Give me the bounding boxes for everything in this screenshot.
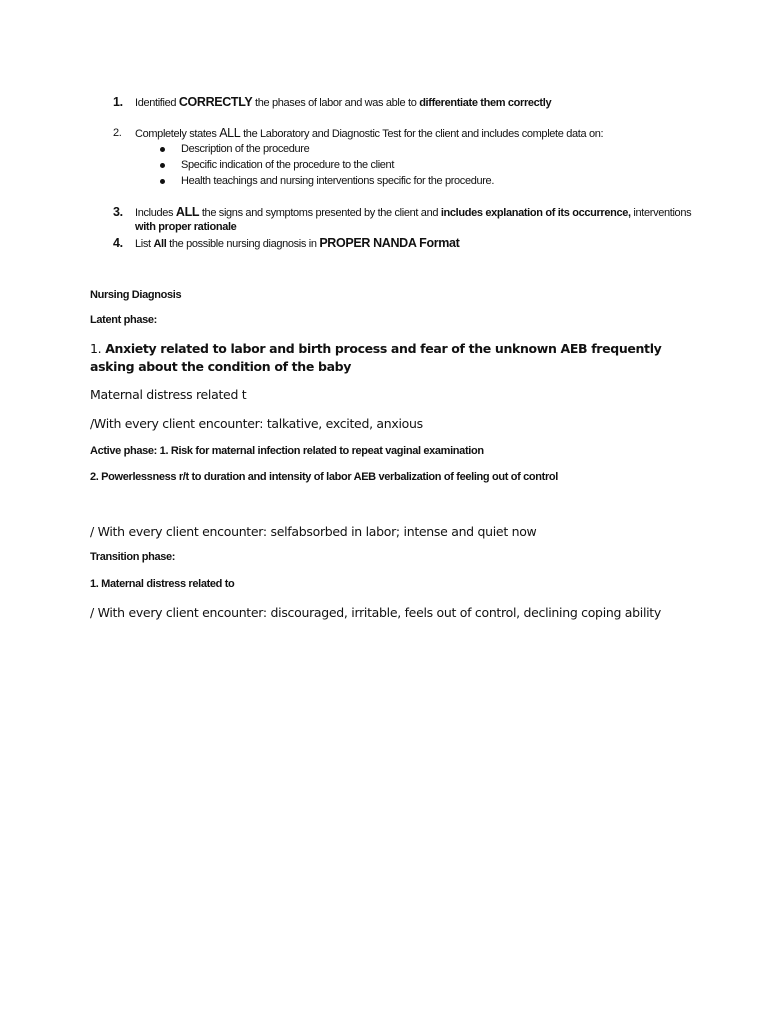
bullet-icon bbox=[160, 163, 165, 168]
criterion-3-text-c: interventions bbox=[630, 207, 692, 219]
criterion-4-number: 4. bbox=[113, 236, 123, 250]
transition-phase-label: Transition phase: bbox=[90, 551, 176, 563]
latent-phase-label: Latent phase: bbox=[90, 314, 157, 326]
criterion-2-number: 2. bbox=[113, 127, 122, 139]
criterion-2-bullet-list bbox=[160, 141, 660, 189]
nursing-diagnosis-heading: Nursing Diagnosis bbox=[90, 289, 182, 301]
criterion-1-emphasis-correctly: CORRECTLY bbox=[178, 95, 253, 109]
criterion-4-emphasis-all: All bbox=[153, 238, 167, 250]
criterion-3-text-a: Includes bbox=[135, 207, 176, 219]
criterion-1-number: 1. bbox=[113, 95, 123, 109]
active-encounter-line: / With every client encounter: selfabsorbed in labor; intense and quiet now bbox=[90, 524, 537, 539]
criterion-1-emphasis-differentiate: differentiate them correctly bbox=[419, 97, 552, 109]
criterion-3-number: 3. bbox=[113, 205, 123, 219]
transition-diagnosis-1: 1. Maternal distress related to bbox=[90, 578, 235, 590]
bullet-text: Specific indication of the procedure to the client bbox=[181, 159, 395, 171]
criterion-3-text-b: the signs and symptoms presented by the client and bbox=[199, 207, 441, 219]
latent-encounter-line: /With every client encounter: talkative, excited, anxious bbox=[90, 416, 423, 431]
active-phase-line-1: Active phase: 1. Risk for maternal infection related to repeat vaginal examination bbox=[90, 445, 484, 457]
bullet-icon bbox=[160, 179, 165, 184]
active-phase-line-2: 2. Powerlessness r/t to duration and intensity of labor AEB verbalization of feeling out of control bbox=[90, 471, 558, 483]
bullet-icon bbox=[160, 147, 165, 152]
transition-encounter-line: / With every client encounter: discouraged, irritable, feels out of control, declining coping ability bbox=[90, 605, 662, 620]
criterion-1-text-a: Identified bbox=[135, 97, 179, 109]
latent-diagnosis-1 bbox=[90, 340, 690, 376]
criterion-2-text-a: Completely states bbox=[135, 128, 220, 140]
criterion-2-text-b: the Laboratory and Diagnostic Test for the client and includes complete data on: bbox=[240, 128, 604, 140]
criterion-1-text-b: the phases of labor and was able to bbox=[252, 97, 420, 109]
bullet-text: Description of the procedure bbox=[181, 143, 310, 155]
criterion-4-text-a: List bbox=[135, 238, 154, 250]
bullet-text: Health teachings and nursing interventions specific for the procedure. bbox=[181, 175, 495, 187]
maternal-distress-line: Maternal distress related t bbox=[90, 387, 247, 402]
criterion-4-text-b: the possible nursing diagnosis in bbox=[166, 238, 320, 250]
latent-diagnosis-1-text: Anxiety related to labor and birth process and fear of the unknown AEB frequently asking about the condition of the baby bbox=[90, 341, 662, 374]
criterion-3-line-2: with proper rationale bbox=[135, 221, 237, 233]
list-item bbox=[160, 173, 660, 189]
criterion-4-emphasis-nanda: PROPER NANDA Format bbox=[319, 236, 460, 250]
criterion-3-emphasis-all: ALL bbox=[175, 205, 200, 219]
latent-diagnosis-1-number: 1. bbox=[90, 341, 102, 356]
list-item bbox=[160, 141, 660, 157]
criterion-3-emphasis-explanation: includes explanation of its occurrence, bbox=[440, 207, 631, 219]
list-item bbox=[160, 157, 660, 173]
criterion-2-emphasis-all: ALL bbox=[219, 126, 241, 140]
